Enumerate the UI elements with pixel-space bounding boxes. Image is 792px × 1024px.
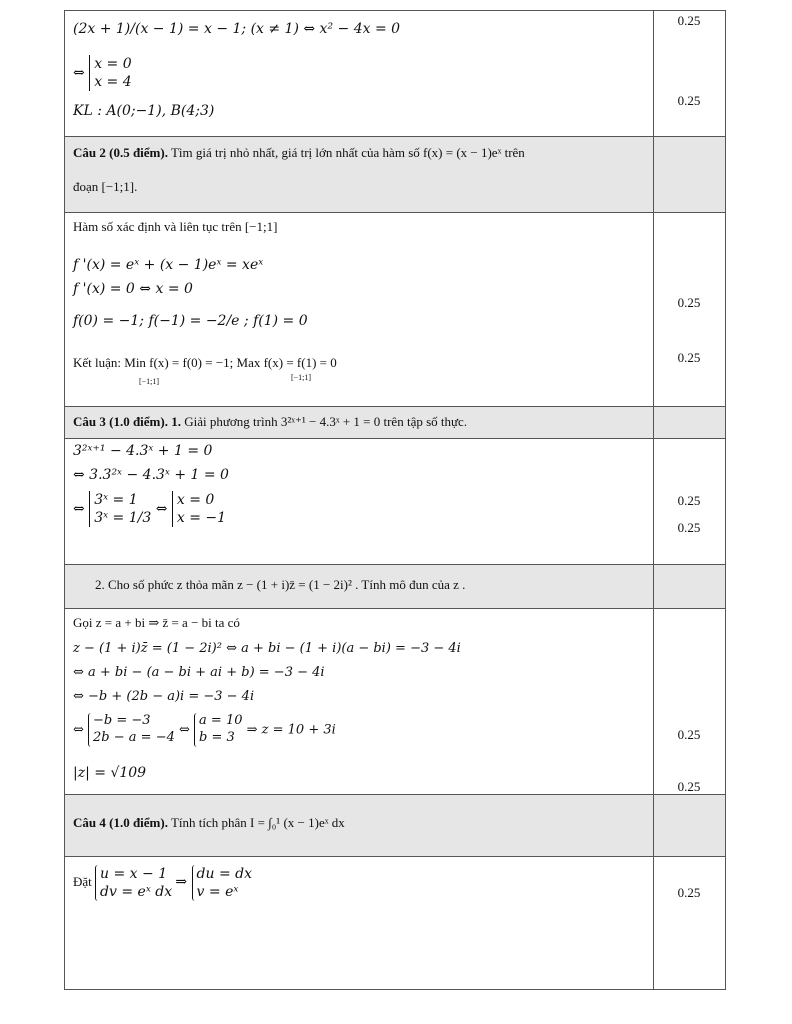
set-label: Đặt	[73, 874, 92, 890]
solution-b: b = 3	[199, 729, 235, 745]
interval-subscript: [−1;1]	[291, 373, 312, 382]
equation-line: (2x + 1)/(x − 1) = x − 1; (x ≠ 1) ⇔ x² − 4x = 0	[73, 21, 401, 37]
domain-statement: Hàm số xác định và liên tục trên [−1;1]	[73, 219, 278, 234]
question-3-text	[73, 414, 467, 430]
question-body: Tính tích phân I = ∫₀¹ (x − 1)eˣ dx	[170, 815, 345, 830]
equation-line: 3²ˣ⁺¹ − 4.3ˣ + 1 = 0	[73, 443, 213, 459]
question-2-row	[65, 137, 725, 213]
result-z: ⇒ z = 10 + 3i	[246, 722, 336, 738]
conclusion-line: KL : A(0;−1), B(4;3)	[73, 103, 215, 119]
equation-line: z − (1 + i)z̄ = (1 − 2i)² ⇔ a + bi − (1 + i)(a − bi) = −3 − 4i	[73, 641, 461, 656]
equation-line: ⇔ a + bi − (a − bi + ai + b) = −3 − 4i	[73, 665, 325, 680]
score-value: 0.25	[677, 13, 701, 28]
case-2: 3ˣ = 1/3	[94, 510, 152, 527]
question-2-text	[73, 145, 525, 161]
score-value: 0.25	[677, 520, 701, 535]
score-value: 0.25	[677, 779, 701, 794]
modulus-line: |z| = √109	[73, 765, 147, 781]
root-1: x = 0	[94, 56, 132, 72]
brace-system	[192, 865, 252, 901]
bracket-system	[89, 491, 151, 527]
answer-3-row	[65, 439, 725, 565]
v-def: v = eˣ	[196, 884, 239, 901]
question-body: Giải phương trình 3²ˣ⁺¹ − 4.3ˣ + 1 = 0 trên tập số thực.	[184, 414, 468, 429]
brace-system	[95, 865, 172, 901]
score-value: 0.25	[677, 350, 701, 365]
equation-1: −b = −3	[93, 713, 151, 728]
score-value: 0.25	[677, 727, 701, 742]
score-value: 0.25	[677, 93, 701, 108]
interval-subscript: [−1;1]	[139, 377, 160, 386]
question-heading: Câu 4 (1.0 điểm).	[73, 815, 168, 830]
question-3-row	[65, 407, 725, 439]
equation-line: ⇔ −b + (2b − a)i = −3 − 4i	[73, 689, 255, 704]
system-line: ⇔ −b = −3 2b − a = −4 ⇔ a = 10 b = 3 ⇒ z = 10 + 3i	[73, 713, 336, 745]
question-2-text-cont: đoạn [−1;1].	[73, 179, 138, 194]
conclusion-line: Kết luận: Min f(x) = f(0) = −1; Max f(x) = f(1) = 0	[73, 355, 337, 370]
score-value: 0.25	[677, 493, 701, 508]
solution-a: a = 10	[199, 713, 243, 728]
equivalence-system: ⇔ 3ˣ = 1 3ˣ = 1/3 ⇔ x = 0 x = −1	[73, 492, 227, 527]
root-2: x = 4	[94, 74, 132, 91]
du-def: du = dx	[196, 866, 253, 882]
answer-table	[64, 10, 726, 990]
critical-point-line: f '(x) = 0 ⇔ x = 0	[73, 281, 193, 297]
answer-3b-row	[65, 609, 725, 795]
question-heading: Câu 2 (0.5 điểm).	[73, 145, 168, 160]
answer-4-row	[65, 857, 725, 989]
u-def: u = x − 1	[100, 866, 168, 882]
bracket-system	[89, 55, 131, 91]
root-2: x = −1	[176, 510, 227, 527]
equivalence-system: ⇔ x = 0 x = 4	[73, 56, 132, 91]
brace-system	[194, 713, 242, 747]
equation-2: 2b − a = −4	[93, 729, 175, 745]
answer-2-row	[65, 213, 725, 407]
question-heading: Câu 3 (1.0 điểm). 1.	[73, 414, 181, 429]
question-4-row	[65, 795, 725, 857]
root-1: x = 0	[176, 492, 215, 508]
row-solution-1	[65, 11, 725, 137]
question-3b-text: 2. Cho số phức z thỏa mãn z − (1 + i)z̄ = (1 − 2i)² . Tính mô đun của z .	[95, 577, 466, 592]
score-value: 0.25	[677, 295, 701, 310]
score-value: 0.25	[677, 885, 701, 900]
bracket-system	[172, 491, 226, 527]
dv-def: dv = eˣ dx	[100, 884, 173, 901]
case-1: 3ˣ = 1	[94, 492, 138, 508]
question-3b-row	[65, 565, 725, 609]
equation-line: ⇔ 3.3²ˣ − 4.3ˣ + 1 = 0	[73, 467, 229, 483]
substitution-line: Gọi z = a + bi ⇒ z̄ = a − bi ta có	[73, 615, 240, 630]
values-line: f(0) = −1; f(−1) = −2/e ; f(1) = 0	[73, 313, 308, 329]
substitution-system: Đặt u = x − 1 dv = eˣ dx ⇒ du = dx v = eˣ	[73, 866, 253, 901]
question-4-text	[73, 815, 345, 831]
question-body: Tìm giá trị nhỏ nhất, giá trị lớn nhất của hàm số f(x) = (x − 1)eˣ trên	[170, 145, 525, 160]
brace-system	[88, 713, 175, 747]
derivative-line: f '(x) = eˣ + (x − 1)eˣ = xeˣ	[73, 257, 264, 273]
